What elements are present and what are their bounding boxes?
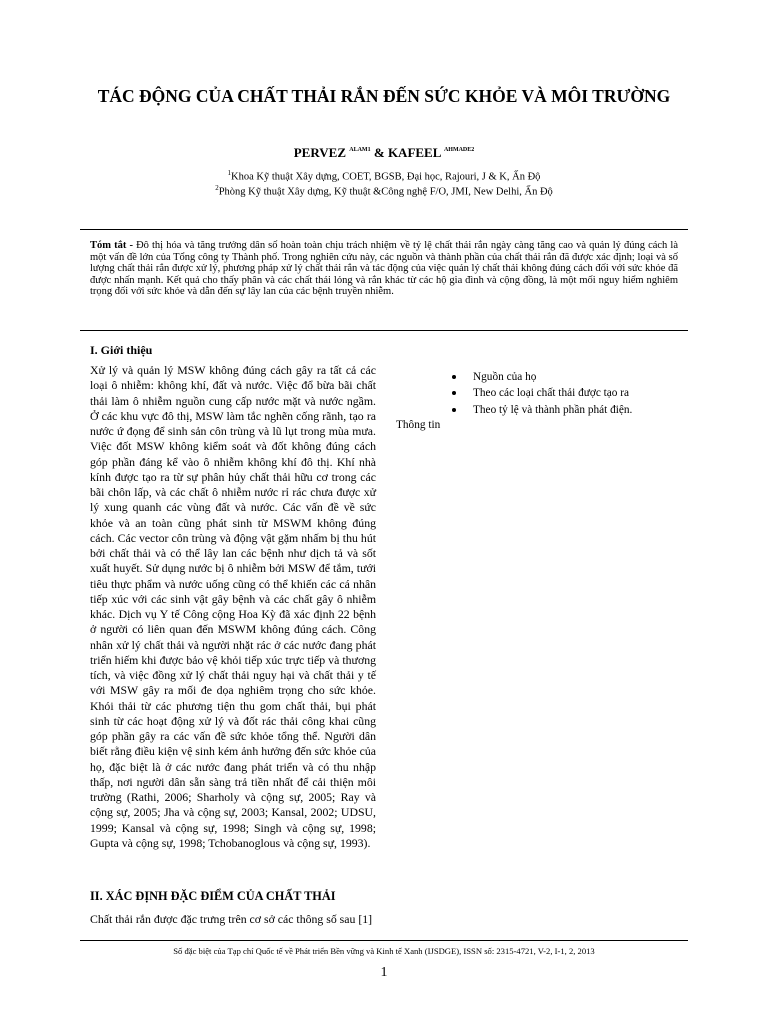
list-item-text: Theo các loại chất thải được tạo ra (473, 387, 630, 400)
list-item (449, 369, 632, 385)
list-item-text: Nguồn của họ (473, 371, 537, 383)
abstract-label: Tóm tắt - (90, 240, 133, 251)
affiliation-text: Phòng Kỹ thuật Xây dựng, Kỹ thuật &Công nghệ F/O, JMI, New Delhi, Ấn Độ (218, 186, 553, 198)
bullet-icon (452, 408, 456, 412)
author-name: KAFEEL (387, 145, 441, 160)
affiliation-mark: 1 (227, 169, 232, 177)
author-name: PERVEZ (293, 145, 346, 160)
bullet-icon (452, 391, 456, 395)
divider-bottom (80, 330, 688, 331)
journal-footer: Số đặc biệt của Tạp chí Quốc tế về Phát triển Bền vững và Kinh tế Xanh (IJSDGE), ISSN số: 2315-4721, V-2, I-1, 2, 2013 (173, 946, 595, 956)
list-item (449, 402, 632, 418)
author-affiliation-mark: AHMADE2 (443, 147, 475, 153)
paper-title: TÁC ĐỘNG CỦA CHẤT THẢI RẮN ĐẾN SỨC KHỎE VÀ MÔI TRƯỜNG (97, 86, 671, 106)
section-heading-characterization: II. XÁC ĐỊNH ĐẶC ĐIỂM CỦA CHẤT THẢI (90, 889, 336, 903)
right-column-text: Thông tin (396, 419, 441, 431)
affiliation-text: Khoa Kỹ thuật Xây dựng, COET, BGSB, Đại học, Rajouri, J & K, Ấn Độ (231, 171, 541, 183)
divider-top (80, 229, 688, 230)
bullet-list (449, 369, 632, 418)
bullet-icon (452, 375, 456, 379)
section-heading-intro: I. Giới thiệu (90, 343, 153, 357)
author-line (0, 145, 768, 161)
author-connector: & (373, 145, 385, 160)
abstract-text: Đô thị hóa và tăng trưởng dân số hoàn toàn chịu trách nhiệm về tỷ lệ chất thải rắn ngày càng tăng cao và quản lý đúng cách là một vấn đề lớn của Tổng công ty Thành phố. Trong nghiên cứu này, các nguồn và thành phần của chất thải rắn đã được xác định; loại và số lượng chất thải rắn được xử lý, phương pháp xử lý chất thải rắn và tác động của việc quản lý chất thải không đúng cách đối với sức khỏe đã được nhấn mạnh. Kết quả cho thấy phân và các chất thải lỏng và rắn khác từ các hộ gia đình và cộng đồng, là một mối nguy hiểm nghiêm trọng đối với sức khỏe và dẫn đến sự lây lan của các bệnh truyền nhiễm. (90, 240, 678, 298)
affiliation-mark: 2 (215, 184, 219, 192)
author-affiliation-mark: ALAM1 (349, 147, 371, 153)
intro-body: Xử lý và quản lý MSW không đúng cách gây ra tất cả các loại ô nhiễm: không khí, đất và nước. Việc đổ bừa bãi chất thải làm ô nhiễm nguồn cung cấp nước mặt và nước ngầm. Ở các khu vực đô thị, MSW làm tắc nghẽn cống rãnh, tạo ra nước ứ đọng để sinh sản côn trùng và lũ lụt trong mùa mưa. Việc đốt MSW không kiểm soát và đốt không đúng cách góp phần đáng kể vào ô nhiễm không khí đô thị. Khí nhà kính được tạo ra từ sự phân hủy chất thải hữu cơ trong các bãi chôn lấp, và các chất ô nhiễm nước rỉ rác chưa được xử lý xung quanh các vùng đất và nước. Các vấn đề về sức khỏe và an toàn cũng phát sinh từ MSWM không đúng cách. Các vector côn trùng và động vật gặm nhấm bị thu hút bởi chất thải và có thể lây lan các bệnh như dịch tả và sốt xuất huyết. Sử dụng nước bị ô nhiễm bởi MSW để tắm, tưới tiêu thực phẩm và nước uống cũng có thể khiến các cá nhân tiếp xúc với các sinh vật gây bệnh và các chất gây ô nhiễm khác. Dịch vụ Y tế Công cộng Hoa Kỳ đã xác định 22 bệnh ở người có liên quan đến MSWM không đúng cách. Công nhân xử lý chất thải và người nhặt rác ở các nước đang phát triển hiếm khi được bảo vệ khỏi tiếp xúc trực tiếp và thương tích, và việc đồng xử lý chất thải nguy hại và chất thải y tế với MSW gây ra mối đe dọa nghiêm trọng cho sức khỏe. Khói thải từ các phương tiện thu gom chất thải, bụi phát sinh từ các hoạt động xử lý và đốt rác thải công khai cũng góp phần gây ra các vấn đề sức khỏe tổng thể. Người dân biết rằng điều kiện vệ sinh kém ảnh hưởng đến sức khỏe của họ, đặc biệt là ở các nước đang phát triển và có thu nhập thấp, nơi người dân sẵn sàng trả tiền nhất để cải thiện môi trường (Rathi, 2006; Sharholy và cộng sự, 2005; Ray và cộng sự, 2005; Jha và cộng sự, 2003; Kansal, 2002; UDSU, 1999; Kansal và cộng sự, 1998; Singh và cộng sự, 1998; Gupta và cộng sự, 1998; Tchobanoglous và cộng sự, 1993). (90, 363, 376, 850)
list-item-text: Theo tỷ lệ và thành phần phát điện. (473, 403, 633, 416)
affiliation-2 (0, 181, 768, 200)
characterization-body: Chất thải rắn được đặc trưng trên cơ sở các thông số sau [1] (90, 912, 373, 926)
footer-divider (80, 940, 688, 941)
page-number: 1 (380, 965, 388, 980)
abstract (90, 240, 678, 298)
list-item (449, 385, 632, 401)
